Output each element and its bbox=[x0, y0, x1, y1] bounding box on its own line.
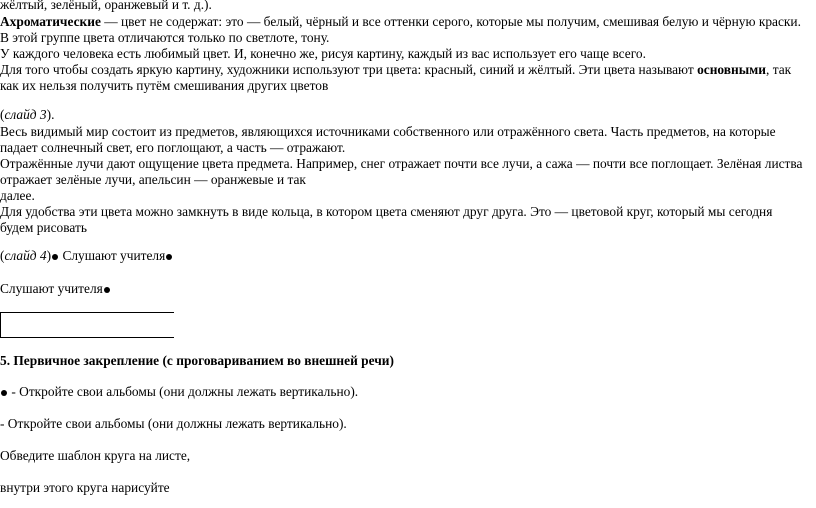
text-line: будем рисовать bbox=[0, 220, 87, 235]
bullet-icon bbox=[104, 287, 110, 293]
text-line: жёлтый, зелёный, оранжевый и т. д.). bbox=[0, 0, 212, 12]
instruction-line: - Откройте свои альбомы (они должны лежать вертикально). bbox=[0, 416, 347, 431]
primary-colors-line bbox=[0, 62, 791, 78]
paren: ( bbox=[0, 107, 5, 122]
paren: ). bbox=[46, 107, 55, 122]
text-line: У каждого человека есть любимый цвет. И, конечно же, рисуя картину, каждый из вас использует его чаще всего. bbox=[0, 46, 646, 61]
text-line: падает солнечный свет, его поглощают, а часть — отражают. bbox=[0, 140, 346, 155]
text-fragment: Для того чтобы создать яркую картину, художники используют три цвета: красный, синий и жёлтый. Эти цвета называют bbox=[0, 62, 698, 77]
instruction-text: - Откройте свои альбомы (они должны лежать вертикально). bbox=[8, 384, 359, 399]
slide-4-reference bbox=[0, 248, 173, 264]
listen-teacher-text: Слушают учителя bbox=[0, 281, 103, 296]
slide-3-reference bbox=[0, 107, 54, 123]
text-line: Для удобства эти цвета можно замкнуть в виде кольца, в котором цвета сменяют друг друга. Это — цветовой круг, который мы сегодня bbox=[0, 204, 773, 219]
slide-3-label: слайд 3 bbox=[4, 107, 47, 122]
text-fragment: , так bbox=[766, 62, 792, 77]
instruction-line: внутри этого круга нарисуйте bbox=[0, 480, 170, 495]
text-line: Отражённые лучи дают ощущение цвета предмета. Например, снег отражает почти все лучи, а сажа — почти все поглощает. Зелёная листва bbox=[0, 156, 803, 171]
text-line: В этой группе цвета отличаются только по светлоте, тону. bbox=[0, 30, 330, 45]
bullet-icon bbox=[52, 254, 58, 260]
section-5-heading: 5. Первичное закрепление (с проговариванием во внешней речи) bbox=[0, 353, 394, 368]
listen-teacher-line bbox=[0, 281, 111, 297]
text-line: Весь видимый мир состоит из предметов, являющихся источниками собственного или отражённого света. Часть предметов, на которые bbox=[0, 124, 776, 139]
text-line: отражает зелёные лучи, апельсин — оранжевые и так bbox=[0, 172, 306, 187]
achromatic-term: Ахроматические bbox=[0, 14, 101, 29]
text-line: далее. bbox=[0, 188, 35, 203]
paren: ( bbox=[0, 248, 5, 263]
paren: ) bbox=[46, 248, 52, 263]
achromatic-text: — цвет не содержат: это — белый, чёрный и все оттенки серого, которые мы получим, смешивая белую и чёрную краски. bbox=[100, 14, 801, 29]
instruction-line: Обведите шаблон круга на листе, bbox=[0, 448, 191, 463]
primary-term: основными bbox=[697, 62, 767, 77]
slide-4-label: слайд 4 bbox=[4, 248, 47, 263]
achromatic-definition bbox=[0, 14, 801, 30]
listen-teacher-text: Слушают учителя bbox=[59, 248, 166, 263]
text-line: как их нельзя получить путём смешивания других цветов bbox=[0, 78, 329, 93]
empty-table-cell bbox=[0, 312, 174, 338]
instruction-bullet-line bbox=[0, 384, 358, 400]
bullet-icon bbox=[1, 390, 7, 396]
bullet-icon bbox=[166, 254, 172, 260]
